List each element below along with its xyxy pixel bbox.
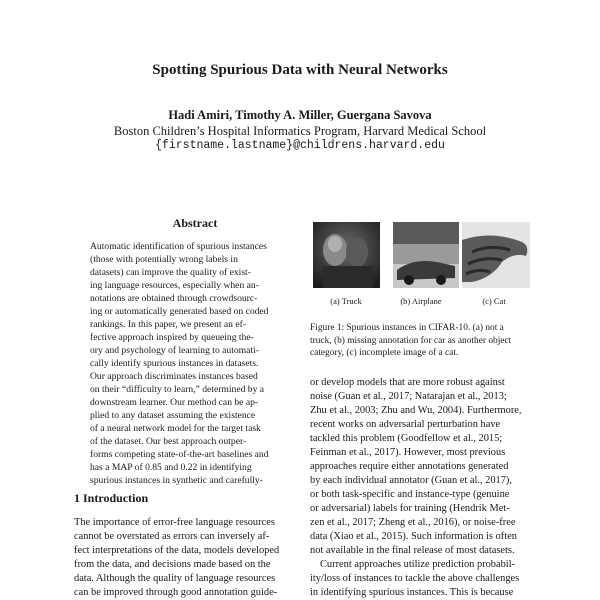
intro-line: can be improved through good annotation guide- xyxy=(74,587,278,598)
body-line: not available in the final release of most datasets. xyxy=(310,545,515,556)
body-line: zen et al., 2017; Zheng et al., 2016), or noise-free xyxy=(310,517,516,528)
abstract-line: Our approach discriminates instances based xyxy=(90,371,258,382)
paper-email: {firstname.lastname}@childrens.harvard.edu xyxy=(155,139,445,152)
subcaption-truck: (a) Truck xyxy=(330,296,362,306)
intro-line: The importance of error-free language resources xyxy=(74,517,275,528)
abstract-line: of the dataset. Our best approach outper- xyxy=(90,436,247,447)
abstract-line: cally identify spurious instances in datasets. xyxy=(90,358,259,369)
abstract-line: ing or automatically generated based on coded xyxy=(90,306,269,317)
abstract-line: Automatic identification of spurious instances xyxy=(90,241,267,252)
abstract-line: plied to any dataset assuming the existence xyxy=(90,410,256,421)
body-line: Current approaches utilize prediction probabil- xyxy=(320,559,516,570)
intro-line: data. Although the quality of language resources xyxy=(74,573,276,584)
intro-line: from the data, and decisions made based on the xyxy=(74,559,271,570)
figure-caption-line: truck, (b) missing annotation for car as another object xyxy=(310,335,512,346)
abstract-line: spurious instances in synthetic and carefully- xyxy=(90,475,263,486)
abstract-line: of a neural network model for the target task xyxy=(90,423,261,434)
intro-line: fect interpretations of the data, models developed xyxy=(74,545,280,556)
figure-caption-line: category, (c) incomplete image of a cat. xyxy=(310,348,459,358)
intro-line: cannot be overstated as errors can inversely af- xyxy=(74,531,270,542)
body-line: or develop models that are more robust against xyxy=(310,377,505,388)
body-line: by each individual annotator (Guan et al., 2017), xyxy=(310,475,512,486)
abstract-line: on their “difficulty to learn,” determined by a xyxy=(90,384,265,395)
body-line: noise (Guan et al., 2017; Natarajan et al., 2013; xyxy=(310,391,507,402)
introduction-heading: 1 Introduction xyxy=(74,491,149,505)
body-line: or both task-specific and instance-type (genuine xyxy=(310,489,510,500)
subcaption-cat: (c) Cat xyxy=(482,296,506,306)
abstract-heading: Abstract xyxy=(172,216,218,230)
airplane-image xyxy=(393,222,459,288)
abstract-line: has a MAP of 0.85 and 0.22 in identifying xyxy=(90,462,252,473)
truck-image xyxy=(313,222,380,288)
body-line: recent works on adversarial perturbation have xyxy=(310,419,501,430)
body-line: approaches require either annotations generated xyxy=(310,461,509,472)
body-line: data (Xiao et al., 2015). Such information is often xyxy=(310,531,517,542)
paper-title: Spotting Spurious Data with Neural Networks xyxy=(152,62,448,78)
body-line: Feinman et al., 2017). However, most previous xyxy=(310,447,506,458)
abstract-line: ing language resources, especially when an- xyxy=(90,280,259,291)
body-line: in identifying spurious instances. This is because xyxy=(310,587,514,598)
abstract-line: (those with potentially wrong labels in xyxy=(90,254,238,265)
abstract-line: ory and psychology of learning to automati- xyxy=(90,345,259,356)
body-line: or adversarial) labels for training (Hendrik Met- xyxy=(310,503,510,514)
paper-affiliation: Boston Children’s Hospital Informatics Program, Harvard Medical School xyxy=(113,124,487,138)
abstract-line: fective approach inspired by queueing the- xyxy=(90,332,254,343)
figure-caption-line: Figure 1: Spurious instances in CIFAR-10. (a) not a xyxy=(310,323,504,333)
body-line: ity/loss of instances to tackle the above challenges xyxy=(310,573,520,584)
abstract-line: datasets) can improve the quality of exist- xyxy=(90,267,251,278)
body-line: tackled this problem (Goodfellow et al., 2015; xyxy=(310,433,503,444)
abstract-line: forms competing state-of-the-art baselines and xyxy=(90,449,269,460)
body-line: Zhu et al., 2003; Zhu and Wu, 2004). Furthermore, xyxy=(310,405,522,416)
abstract-line: notations are obtained through crowdsourc- xyxy=(90,293,258,304)
abstract-line: downstream learner. Our method can be ap- xyxy=(90,397,259,408)
abstract-line: rankings. In this paper, we present an ef- xyxy=(90,319,246,330)
paper-authors: Hadi Amiri, Timothy A. Miller, Guergana Savova xyxy=(168,108,432,122)
cat-image xyxy=(462,222,530,288)
subcaption-airplane: (b) Airplane xyxy=(400,296,442,306)
